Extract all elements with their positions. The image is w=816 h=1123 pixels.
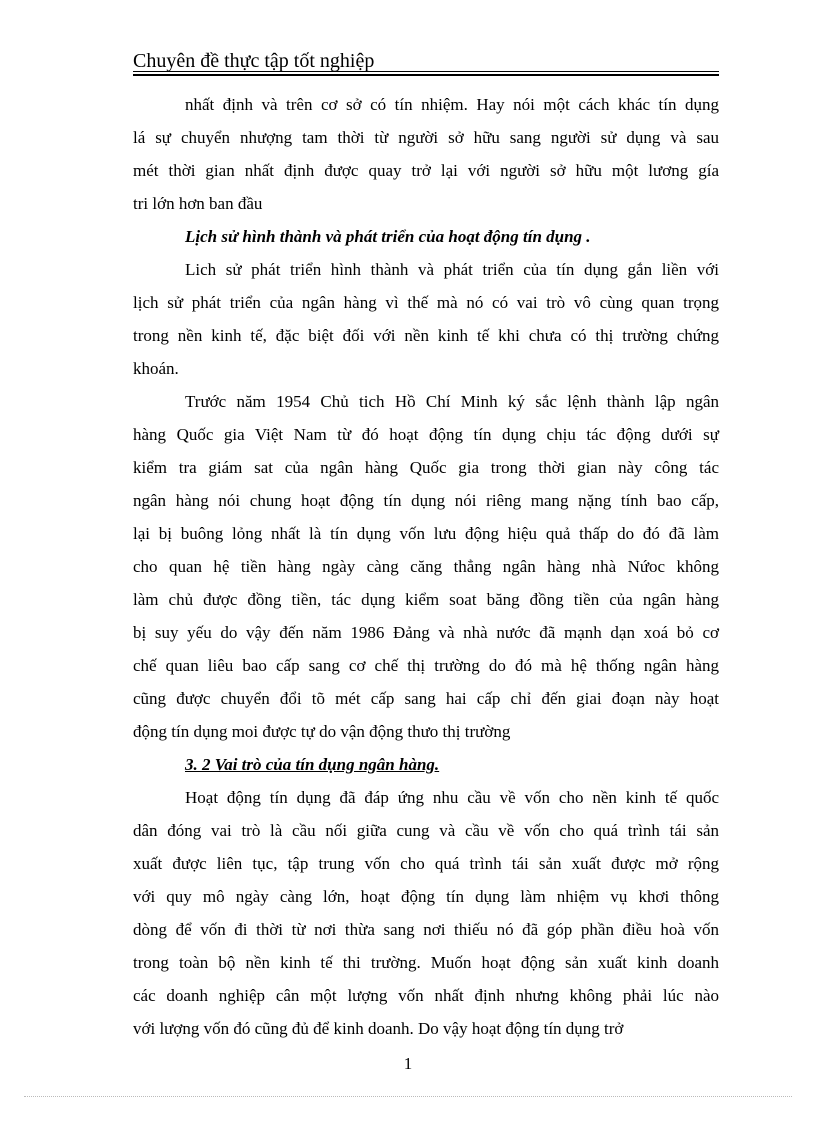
- body-line: dòng để vốn đi thời từ nơi thừa sang nơi thiếu nó đã góp phần điều hoà vốn: [133, 920, 719, 939]
- page-header: [133, 49, 719, 75]
- body-line: trong nền kinh tế, đặc biệt đối với nền kinh tế khi chưa có thị trường chứng: [133, 326, 719, 345]
- body-line: Trước năm 1954 Chủ tich Hồ Chí Minh ký sắc lệnh thành lập ngân: [185, 392, 719, 411]
- body-line: làm chủ được đồng tiền, tác dụng kiểm soat băng đồng tiền của ngân hàng: [133, 590, 719, 609]
- header-title: Chuyên đề thực tập tốt nghiệp: [133, 50, 375, 72]
- body-line: ngân hàng nói chung hoạt động tín dụng nói riêng mang nặng tính bao cấp,: [133, 491, 719, 510]
- body-line: cho quan hệ tiền hàng ngày càng căng thẳng ngân hàng nhà Nứoc không: [133, 557, 719, 576]
- body-line: mét thời gian nhất định được quay trở lại với người sở hữu một lương gía: [133, 161, 719, 180]
- body-line: chế quan liêu bao cấp sang cơ chế thị trường do đó mà hệ thống ngân hàng: [133, 656, 719, 675]
- body-line: kiểm tra giám sat của ngân hàng Quốc gia trong thời gian này công tác: [133, 458, 719, 477]
- body-line: các doanh nghiệp cân một lượng vốn nhất định nhưng không phải lúc nào: [133, 986, 719, 1005]
- body-line: cũng được chuyển đổi tõ mét cấp sang hai cấp chỉ đến giai đoạn này hoạt: [133, 689, 719, 708]
- section-heading: Lịch sử hình thành và phát triển của hoạt động tín dụng .: [185, 227, 591, 246]
- body-line: Hoạt động tín dụng đã đáp ứng nhu cầu về vốn cho nền kinh tế quốc: [185, 788, 719, 807]
- body-line: với lượng vốn đó cũng đủ để kinh doanh. Do vậy hoạt động tín dụng trở: [133, 1019, 624, 1038]
- body-line: trong toàn bộ nền kinh tế thi trường. Muốn hoạt động sản xuất kinh doanh: [133, 953, 719, 972]
- body-line: lại bị buông lỏng nhất là tín dụng vốn lưu động hiệu quả thấp do đó đã làm: [133, 524, 719, 543]
- body-line: với quy mô ngày càng lớn, hoạt động tín dụng làm nhiệm vụ khơi thông: [133, 887, 719, 906]
- body-line: nhất định và trên cơ sở có tín nhiệm. Hay nói một cách khác tín dụng: [185, 95, 719, 114]
- section-heading-text: 3. 2 Vai trò của tín dụng ngân hàng.: [185, 755, 440, 774]
- body-line: hàng Quốc gia Việt Nam từ đó hoạt động tín dụng chịu tác động dưới sự: [133, 425, 719, 444]
- body-line: tri lớn hơn ban đầu: [133, 194, 263, 213]
- page-number: 1: [403, 1054, 413, 1073]
- body-line: lịch sử phát triển của ngân hàng vì thế mà nó có vai trò vô cùng quan trọng: [133, 293, 719, 312]
- body-line: khoán.: [133, 359, 179, 378]
- body-line: lá sự chuyển nhượng tam thời từ người sở hữu sang người sử dụng và sau: [133, 128, 719, 147]
- body-line: dân đóng vai trò là cầu nối giữa cung và cầu về vốn cho quá trình tái sản: [133, 821, 719, 840]
- body-line: Lich sử phát triển hình thành và phát triển của tín dụng gắn liền với: [185, 260, 719, 279]
- body-line: động tín dụng moi được tự do vận động thưo thị trường: [133, 722, 511, 741]
- page-break-border: [24, 1096, 792, 1097]
- section-heading: [185, 748, 719, 781]
- body-line: xuất được liên tục, tập trung vốn cho quá trình tái sản xuất được mở rộng: [133, 854, 719, 873]
- body-line: bị suy yếu do vậy đến năm 1986 Đảng và nhà nước đã mạnh dạn xoá bỏ cơ: [133, 623, 719, 642]
- header-rule-thin: [133, 71, 719, 72]
- header-rule-thick: [133, 74, 719, 76]
